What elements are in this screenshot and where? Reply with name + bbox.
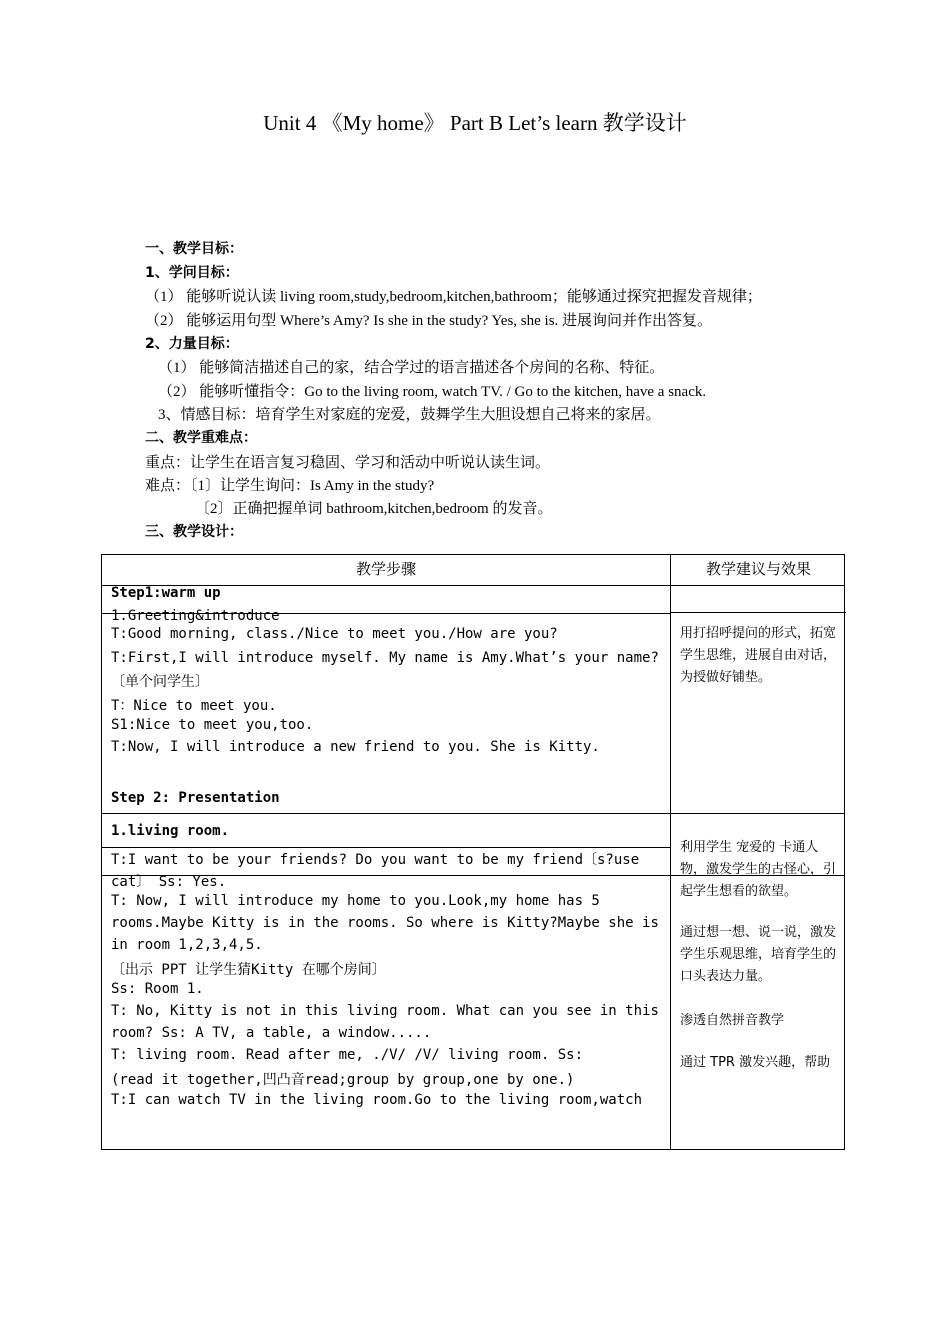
knowledge-goal-2: （2） 能够运用句型 Where’s Amy? Is she in the study? Yes, she is. 进展询问并作出答复。 xyxy=(145,313,713,329)
header-steps: 教学步骤 xyxy=(355,560,416,578)
step2-line: 〔出示 PPT 让学生猜Kitty 在哪个房间〕 xyxy=(111,962,386,978)
lesson-table xyxy=(101,554,845,1150)
ability-goal-1: （1） 能够简洁描述自己的家，结合学过的语言描述各个房间的名称、特征。 xyxy=(158,360,665,376)
difficulty-2: 〔2〕正确把握单词 bathroom,kitchen,bedroom 的发音。 xyxy=(195,501,553,517)
step2-line: Ss: Room 1. xyxy=(111,981,204,997)
step1-subtitle: 1.Greeting&introduce xyxy=(111,608,280,624)
step2-line: in room 1,2,3,4,5. xyxy=(111,937,263,953)
note-thinking: 通过想一想、说一说，激发学生乐观思维，培育学生的口头表达力量。 xyxy=(680,925,837,984)
step2-line: T: No, Kitty is not in this living room. What can you see in this xyxy=(111,1003,659,1019)
step1-line: T:Good morning, class./Nice to meet you./How are you? xyxy=(111,626,558,642)
knowledge-heading: 1、学问目标： xyxy=(145,265,239,281)
key-heading: 二、教学重难点： xyxy=(145,430,257,446)
knowledge-goal-1: （1） 能够听说认读 living room,study,bedroom,kitchen,bathroom；能够通过探究把握发音规律； xyxy=(145,289,762,305)
key-point: 重点：让学生在语言复习稳固、学习和活动中听说认读生词。 xyxy=(145,455,551,471)
step1-line: S1:Nice to meet you,too. xyxy=(111,717,314,733)
goals-heading: 一、教学目标： xyxy=(145,241,243,257)
row-divider xyxy=(102,813,844,814)
note-cartoon: 利用学生 宠爱的 卡通人物，激发学生的古怪心，引起学生想看的欲望。 xyxy=(680,840,837,899)
page-title: Unit 4 《My home》 Part B Let’s learn 教学设计 xyxy=(263,111,687,135)
note-greeting: 用打招呼提问的形式，拓宽学生思维，进展自由对话，为授做好铺垫。 xyxy=(680,626,837,685)
step2-line: room? Ss: A TV, a table, a window..... xyxy=(111,1025,432,1041)
step2-line: cat〕 Ss: Yes. xyxy=(111,874,227,890)
difficulty-1: 难点：〔1〕让学生询问：Is Amy in the study? xyxy=(145,478,435,494)
step2-line: T: living room. Read after me, ./V/ /V/ living room. Ss: xyxy=(111,1047,584,1063)
step1-line: T:First,I will introduce myself. My name is Amy.What’s your name? xyxy=(111,650,659,666)
design-heading: 三、教学设计： xyxy=(145,524,243,540)
header-notes: 教学建议与效果 xyxy=(705,560,811,578)
column-divider xyxy=(670,555,671,1149)
ability-goal-2: （2） 能够听懂指令：Go to the living room, watch TV. / Go to the kitchen, have a snack. xyxy=(158,384,707,400)
step1-line: T：Nice to meet you. xyxy=(111,698,277,714)
note-tpr: 通过 TPR 激发兴趣，帮助 xyxy=(680,1055,831,1070)
note-phonics: 渗透自然拼音教学 xyxy=(680,1013,785,1028)
step1-line: T:Now, I will introduce a new friend to you. She is Kitty. xyxy=(111,739,600,755)
step2-subtitle: 1.living room. xyxy=(111,823,230,839)
step1-title: Step1:warm up xyxy=(111,585,221,601)
step1-line: 〔单个问学生〕 xyxy=(111,674,209,690)
step2-line: T: Now, I will introduce my home to you.Look,my home has 5 xyxy=(111,893,600,909)
step2-line: rooms.Maybe Kitty is in the rooms. So where is Kitty?Maybe she is xyxy=(111,915,659,931)
row-divider xyxy=(102,847,670,848)
row-divider xyxy=(670,612,846,613)
emotion-goal: 3、情感目标：培育学生对家庭的宠爱，鼓舞学生大胆设想自己将来的家居。 xyxy=(158,407,661,423)
step2-title: Step 2: Presentation xyxy=(111,790,280,806)
ability-heading: 2、力量目标： xyxy=(145,336,239,352)
step2-line: (read it together,凹凸音read;group by group,one by one.) xyxy=(111,1072,575,1088)
step2-line: T:I want to be your friends? Do you want to be my friend〔s?use xyxy=(111,852,640,868)
step2-line: T:I can watch TV in the living room.Go to the living room,watch xyxy=(111,1092,643,1108)
